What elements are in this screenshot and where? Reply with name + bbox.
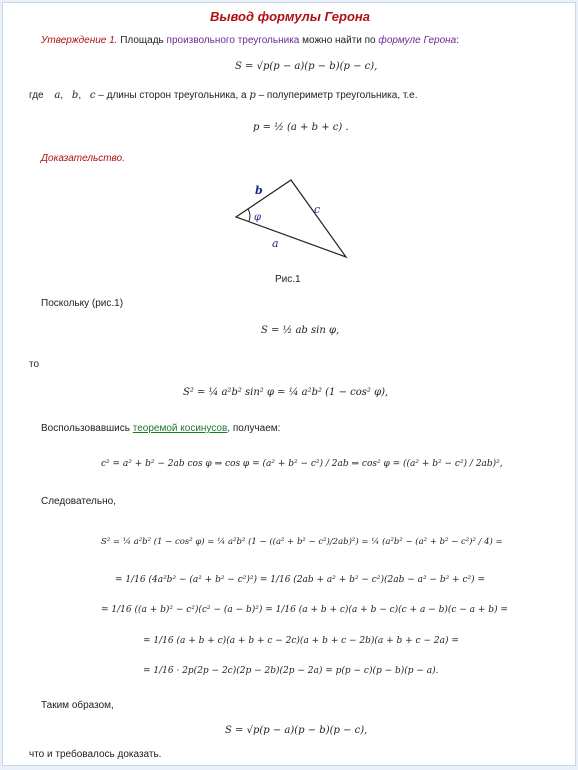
var-b: b — [71, 90, 79, 101]
heron-formula-bottom: S = √p(p − a)(p − b)(p − c), — [225, 725, 368, 736]
side-a-label: a — [272, 237, 279, 250]
semiperimeter-formula: p = ½ (a + b + c) . — [253, 122, 349, 133]
cosine-chain-formula: c² = a² + b² − 2ab cos φ ⇒ cos φ = (a² + b² − c²) / 2ab ⇒ cos² φ = ((a² + b² − c²) / 2ab)², — [101, 459, 503, 469]
side-b-label: b — [255, 184, 263, 197]
var-a: a — [54, 90, 61, 101]
triangle-shape — [236, 180, 346, 257]
using-line — [41, 423, 280, 434]
statement-colon: : — [456, 35, 460, 46]
derivation-line-1: S² = ¼ a²b² (1 − cos² φ) = ¼ a²b² (1 − ((a² + b² − c²)/2ab)²) = ¼ (a²b² − (a² + b² − c²)² / 4) = — [101, 537, 503, 547]
where-end: – полупериметр треугольника, т.е. — [255, 90, 418, 101]
phi-label: φ — [254, 212, 262, 223]
var-c: c — [89, 90, 96, 101]
statement-text-a: Площадь — [117, 35, 167, 46]
statement — [41, 35, 459, 46]
qed-text: что и требовалось доказать. — [29, 749, 162, 760]
triangle-figure — [228, 175, 358, 265]
derivation-line-5: = 1/16 · 2p(2p − 2c)(2p − 2b)(2p − 2a) = p(p − c)(p − b)(p − a). — [143, 666, 439, 676]
thus-text: Таким образом, — [41, 700, 114, 711]
heron-formula-top: S = √p(p − a)(p − b)(p − c), — [235, 61, 378, 72]
side-c-label: c — [314, 203, 321, 216]
since-text: Поскольку (рис.1) — [41, 298, 124, 309]
derivation-line-4: = 1/16 (a + b + c)(a + b + c − 2c)(a + b + c − 2b)(a + b + c − 2a) = — [143, 636, 459, 646]
page-title: Вывод формулы Герона — [210, 9, 370, 24]
area-sin-formula: S = ½ ab sin φ, — [261, 325, 340, 336]
angle-arc — [248, 209, 250, 221]
where-word: где — [29, 90, 44, 101]
var-p: p — [249, 90, 256, 101]
then-text: то — [29, 359, 40, 370]
consequently-text: Следовательно, — [41, 496, 116, 507]
s-squared-formula: S² = ¼ a²b² sin² φ = ¼ a²b² (1 − cos² φ), — [183, 387, 389, 398]
derivation-line-2: = 1/16 (4a²b² − (a² + b² − c²)²) = 1/16 (2ab + a² + b² − c²)(2ab − a² − b² + c²) = — [115, 575, 486, 585]
proof-heading: Доказательство. — [41, 153, 125, 164]
where-rest: – длины сторон треугольника, а — [95, 90, 250, 101]
where-line: где a, b, c – длины сторон треугольника, а p – полупериметр треугольника, т.е. — [29, 90, 418, 101]
page — [2, 2, 576, 766]
statement-text-b: можно найти по — [299, 35, 379, 46]
using-text-a: Воспользовавшись — [41, 423, 133, 434]
statement-highlight: произвольного треугольника — [166, 35, 300, 46]
figure-caption: Рис.1 — [275, 274, 301, 285]
derivation-line-3: = 1/16 ((a + b)² − c²)(c² − (a − b)²) = 1/16 (a + b + c)(a + b − c)(c + a − b)(c − a + b) = — [101, 605, 508, 615]
using-text-b: , получаем: — [227, 423, 281, 434]
heron-formula-link[interactable]: формуле Герона — [378, 35, 457, 46]
statement-label: Утверждение 1. — [41, 35, 118, 46]
cosine-theorem-link[interactable]: теоремой косинусов — [132, 423, 228, 434]
